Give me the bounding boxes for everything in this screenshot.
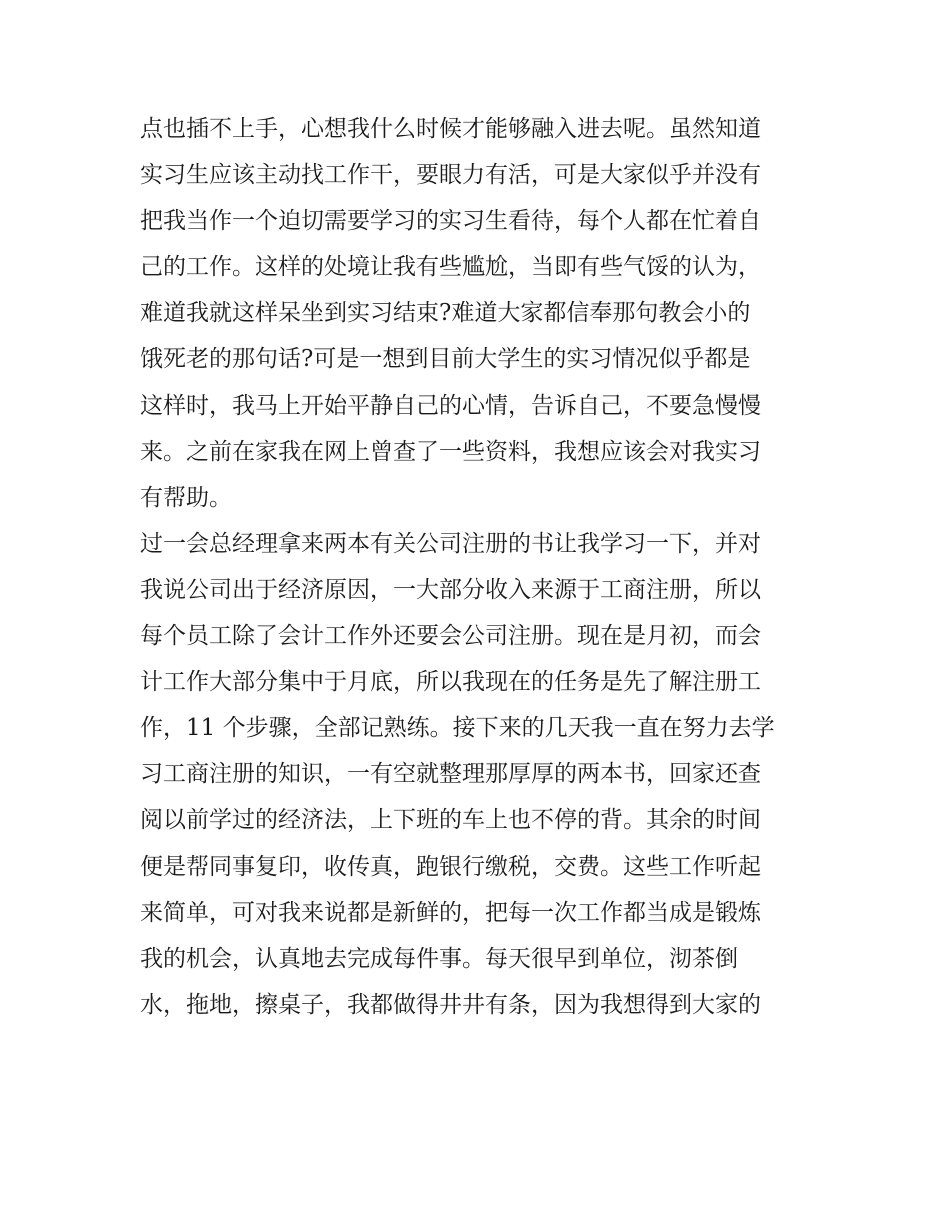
text-line: 饿死老的那句话?可是一想到目前大学生的实习情况似乎都是	[140, 346, 751, 373]
text-line: 作，11 个步骤，全部记熟练。接下来的几天我一直在努力去学	[140, 715, 775, 742]
text-line: 把我当作一个迫切需要学习的实习生看待，每个人都在忙着自	[140, 208, 761, 235]
text-line: 便是帮同事复印，收传真，跑银行缴税，交费。这些工作听起	[140, 853, 761, 880]
text-line: 计工作大部分集中于月底，所以我现在的任务是先了解注册工	[140, 669, 761, 696]
text-line: 每个员工除了会计工作外还要会公司注册。现在是月初，而会	[140, 623, 761, 650]
text-line: 我的机会，认真地去完成每件事。每天很早到单位，沏茶倒	[140, 945, 738, 972]
text-line: 实习生应该主动找工作干，要眼力有活，可是大家似乎并没有	[140, 162, 761, 189]
text-line: 点也插不上手，心想我什么时候才能够融入进去呢。虽然知道	[140, 116, 761, 142]
text-line: 难道我就这样呆坐到实习结束?难道大家都信奉那句教会小的	[140, 300, 751, 327]
text-line: 过一会总经理拿来两本有关公司注册的书让我学习一下，并对	[140, 530, 761, 557]
text-line: 我说公司出于经济原因，一大部分收入来源于工商注册，所以	[140, 576, 761, 603]
text-line: 己的工作。这样的处境让我有些尴尬，当即有些气馁的认为，	[140, 254, 761, 281]
text-line: 来简单，可对我来说都是新鲜的，把每一次工作都当成是锻炼	[140, 899, 761, 926]
text-line: 来。之前在家我在网上曾查了一些资料，我想应该会对我实习	[140, 438, 761, 465]
text-line: 阅以前学过的经济法，上下班的车上也不停的背。其余的时间	[140, 807, 761, 834]
text-line: 有帮助。	[140, 484, 232, 511]
document-body	[140, 106, 820, 1028]
text-line: 习工商注册的知识，一有空就整理那厚厚的两本书，回家还查	[140, 761, 761, 788]
text-line: 这样时，我马上开始平静自己的心情，告诉自己，不要急慢慢	[140, 392, 761, 419]
text-line: 水，拖地，擦桌子，我都做得井井有条，因为我想得到大家的	[140, 991, 761, 1018]
